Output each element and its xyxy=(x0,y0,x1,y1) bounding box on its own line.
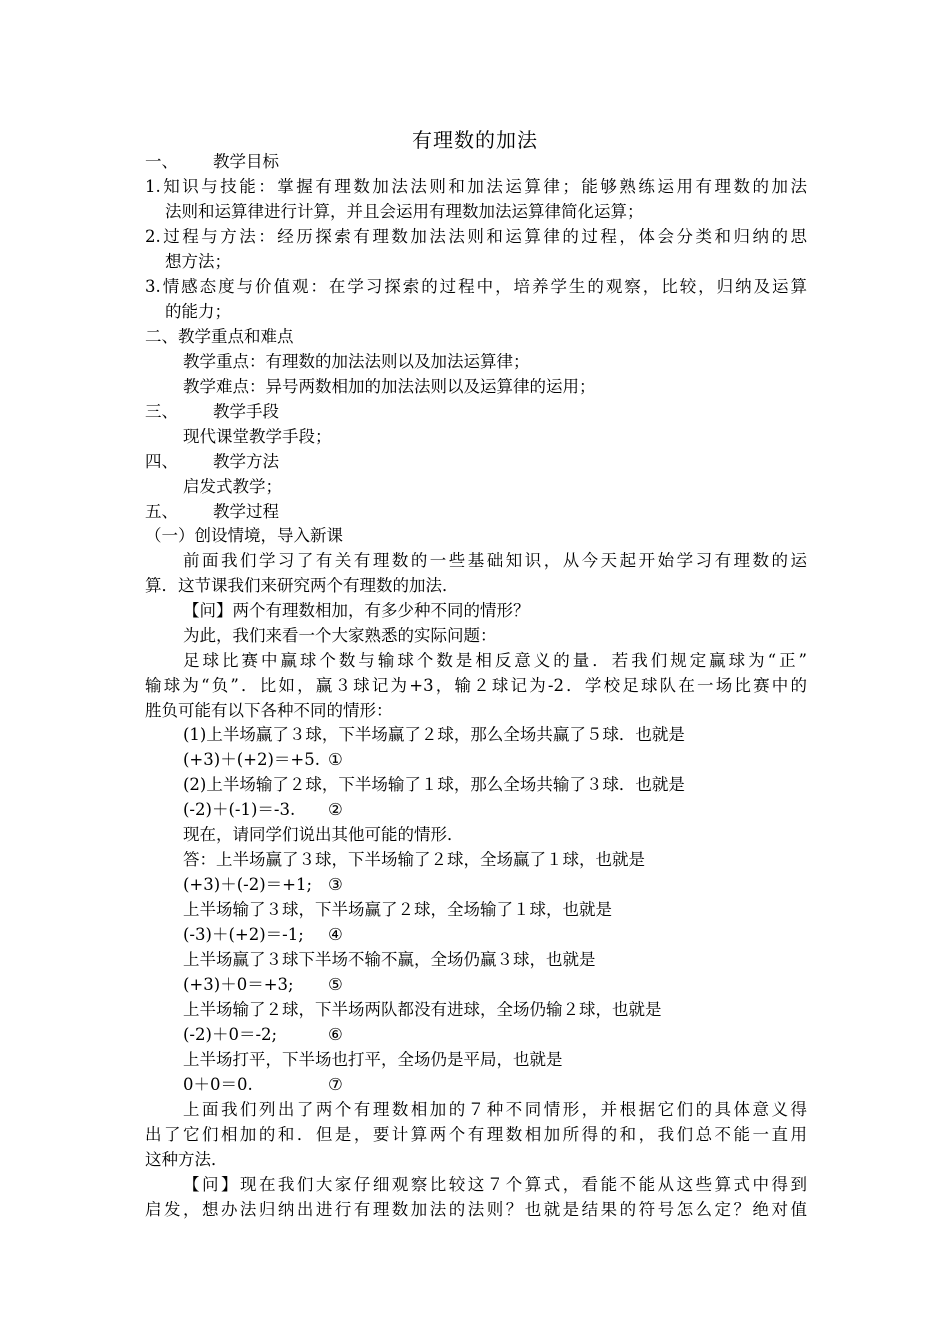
goal-1-line-2: 法则和运算律进行计算，并且会运用有理数加法运算律简化运算； xyxy=(165,202,644,221)
question-1: 【问】两个有理数相加，有多少种不同的情形？ xyxy=(183,601,530,620)
section-title: 教学手段 xyxy=(213,402,279,421)
section-4-heading xyxy=(145,450,279,474)
paragraph-3-line-3: 胜负可能有以下各种不同的情形： xyxy=(145,701,393,720)
section-3-heading xyxy=(145,400,279,424)
paragraph-3-line-1: 足球比赛中赢球个数与输球个数是相反意义的量．若我们规定赢球为“正” xyxy=(183,651,807,670)
equation-1 xyxy=(183,748,363,772)
equation-7 xyxy=(183,1073,363,1097)
section-title: 教学方法 xyxy=(213,452,279,471)
equation-number: ⑥ xyxy=(328,1025,343,1044)
case-1: (1)上半场赢了３球，下半场赢了２球，那么全场共赢了５球．也就是 xyxy=(183,725,685,744)
goal-2-line-2: 想方法； xyxy=(165,252,231,271)
section-number: 一、 xyxy=(145,152,178,171)
section-title: 教学过程 xyxy=(213,502,279,521)
equation-number: ② xyxy=(328,800,343,819)
teaching-method: 启发式教学； xyxy=(183,477,282,496)
paragraph-1-line-2: 算．这节课我们来研究两个有理数的加法． xyxy=(145,576,459,595)
subsection-1-heading: （一）创设情境，导入新课 xyxy=(145,526,343,545)
question-2-line-2: 启发，想办法归纳出进行有理数加法的法则？也就是结果的符号怎么定？绝对值 xyxy=(145,1200,807,1219)
answer-2: 上半场输了３球，下半场赢了２球，全场输了１球，也就是 xyxy=(183,900,612,919)
equation-3 xyxy=(183,873,363,897)
section-number: 三、 xyxy=(145,402,178,421)
equation-number: ④ xyxy=(328,925,343,944)
equation-2 xyxy=(183,798,363,822)
paragraph-3-line-2: 输球为“负”．比如，赢３球记为+3，输２球记为-2．学校足球队在一场比赛中的 xyxy=(145,676,807,695)
equation-4 xyxy=(183,923,363,947)
paragraph-2: 为此，我们来看一个大家熟悉的实际问题： xyxy=(183,626,497,645)
section-1-heading xyxy=(145,150,279,174)
answer-3: 上半场赢了３球下半场不输不赢，全场仍赢３球，也就是 xyxy=(183,950,596,969)
equation-expression: (-3)＋(+2)＝-1; xyxy=(183,925,304,944)
difficult-point: 教学难点：异号两数相加的加法法则以及运算律的运用； xyxy=(183,377,596,396)
equation-expression: (+3)＋(+2)＝+5. xyxy=(183,750,320,769)
goal-3-line-1: 3.情感态度与价值观：在学习探索的过程中，培养学生的观察，比较，归纳及运算 xyxy=(145,277,807,296)
answer-1: 答：上半场赢了３球，下半场输了２球，全场赢了１球，也就是 xyxy=(183,850,645,869)
equation-number: ① xyxy=(328,750,343,769)
equation-expression: 0＋0＝0. xyxy=(183,1075,253,1094)
paragraph-5-line-1: 上面我们列出了两个有理数相加的７种不同情形，并根据它们的具体意义得 xyxy=(183,1100,807,1119)
equation-expression: (+3)＋(-2)＝+1; xyxy=(183,875,313,894)
equation-expression: (-2)＋0＝-2; xyxy=(183,1025,278,1044)
goal-1-line-1: 1.知识与技能：掌握有理数加法法则和加法运算律；能够熟练运用有理数的加法 xyxy=(145,177,807,196)
page-title: 有理数的加法 xyxy=(412,128,538,152)
paragraph-5-line-2: 出了它们相加的和．但是，要计算两个有理数相加所得的和，我们总不能一直用 xyxy=(145,1125,807,1144)
teaching-means: 现代课堂教学手段； xyxy=(183,427,332,446)
equation-expression: (-2)＋(-1)＝-3. xyxy=(183,800,296,819)
paragraph-1-line-1: 前面我们学习了有关有理数的一些基础知识，从今天起开始学习有理数的运 xyxy=(183,551,807,570)
equation-number: ③ xyxy=(328,875,343,894)
paragraph-5-line-3: 这种方法． xyxy=(145,1150,228,1169)
answer-5: 上半场打平，下半场也打平，全场仍是平局，也就是 xyxy=(183,1050,563,1069)
section-2-heading: 二、教学重点和难点 xyxy=(145,327,294,346)
key-point: 教学重点：有理数的加法法则以及加法运算律； xyxy=(183,352,530,371)
section-title: 教学目标 xyxy=(213,152,279,171)
answer-4: 上半场输了２球，下半场两队都没有进球，全场仍输２球，也就是 xyxy=(183,1000,662,1019)
section-5-heading xyxy=(145,500,279,524)
equation-number: ⑤ xyxy=(328,975,343,994)
goal-3-line-2: 的能力； xyxy=(165,302,231,321)
equation-number: ⑦ xyxy=(328,1075,343,1094)
section-number: 四、 xyxy=(145,452,178,471)
goal-2-line-1: 2.过程与方法：经历探索有理数加法法则和运算律的过程，体会分类和归纳的思 xyxy=(145,227,807,246)
equation-expression: (+3)＋0＝+3; xyxy=(183,975,294,994)
section-number: 五、 xyxy=(145,502,178,521)
paragraph-4: 现在，请同学们说出其他可能的情形． xyxy=(183,825,464,844)
equation-6 xyxy=(183,1023,363,1047)
question-2-line-1: 【问】现在我们大家仔细观察比较这７个算式，看能不能从这些算式中得到 xyxy=(183,1175,807,1194)
equation-5 xyxy=(183,973,363,997)
case-2: (2)上半场输了２球，下半场输了１球，那么全场共输了３球．也就是 xyxy=(183,775,685,794)
